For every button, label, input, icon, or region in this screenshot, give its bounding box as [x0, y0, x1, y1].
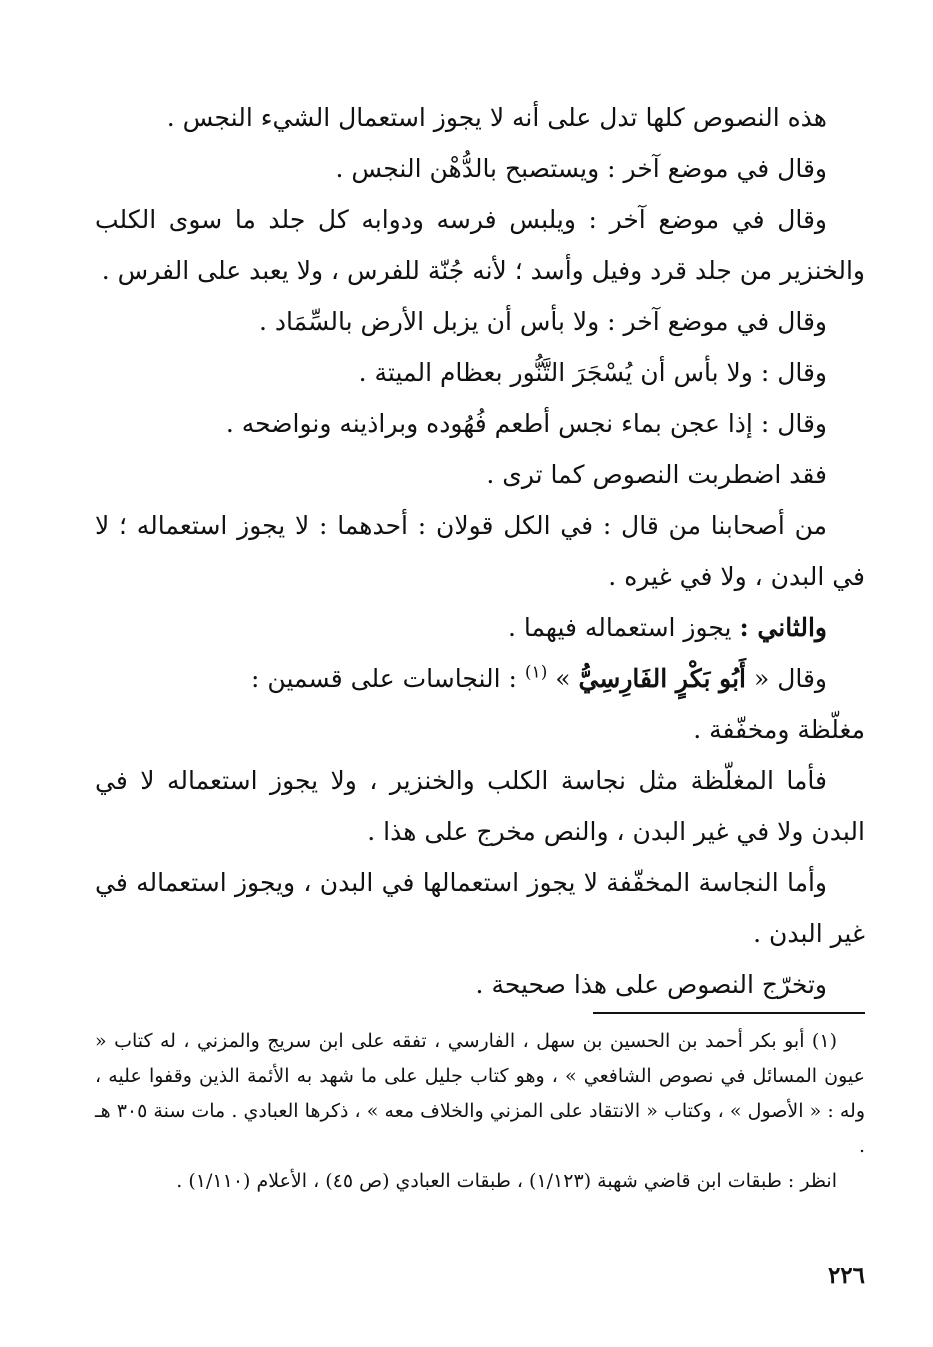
farisi-prefix: وقال « — [753, 664, 827, 693]
paragraph: وقال في موضع آخر : ويلبس فرسه ودوابه كل جلد ما سوى الكلب والخنزير من جلد قرد وفيل وأسد ؛ لأنه جُنّة للفرس ، ولا يعبد على الفرس . — [95, 205, 865, 285]
categories-line: مغلّظة ومخفّفة . — [693, 715, 865, 744]
footnote: (١) أبو بكر أحمد بن الحسين بن سهل ، الفارسي ، تفقه على ابن سريج والمزني ، له كتاب « عيون المسائل في نصوص الشافعي » ، وهو كتاب جليل على ما شهد به الأئمة الذين وقفوا عليه ، وله : « الأصول » ، وكتاب « الانتقاد على المزني والخلاف معه » ، ذكرها العبادي . مات سنة ٣٠٥ هـ . — [95, 1030, 865, 1157]
footnote-sources: انظر : طبقات ابن قاضي شهبة (١/١٢٣) ، طبقات العبادي (ص ٤٥) ، الأعلام (١/١١٠) . — [176, 1170, 837, 1192]
farisi-rest: : النجاسات على قسمين : — [251, 664, 517, 693]
main-text — [95, 92, 865, 1010]
paragraph: هذه النصوص كلها تدل على أنه لا يجوز استعمال الشيء النجس . — [166, 103, 827, 132]
footnote-divider — [593, 1012, 865, 1014]
farisi-suffix: » — [555, 664, 571, 693]
paragraph: فقد اضطربت النصوص كما ترى . — [486, 460, 827, 489]
paragraph: فأما المغلّظة مثل نجاسة الكلب والخنزير ، ولا يجوز استعماله لا في البدن ولا في غير البدن ، والنص مخرج على هذا . — [95, 766, 865, 846]
book-page — [95, 92, 865, 1332]
paragraph: من أصحابنا من قال : في الكل قولان : أحدهما : لا يجوز استعماله ؛ لا في البدن ، ولا في غيره . — [95, 511, 865, 591]
farisi-name: أَبُو بَكْرٍ الفَارِسِيُّ — [578, 664, 746, 693]
second-opinion-paragraph — [95, 602, 865, 653]
paragraph: وقال في موضع آخر : ويستصبح بالدُّهْن النجس . — [335, 154, 827, 183]
second-opinion-label: والثاني : — [739, 613, 827, 642]
paragraph: وقال في موضع آخر : ولا بأس أن يزبل الأرض بالسِّمَاد . — [259, 307, 827, 336]
second-opinion-text: يجوز استعماله فيهما . — [507, 613, 732, 642]
footnote-ref[interactable]: (١) — [524, 662, 548, 683]
paragraph: وتخرّج النصوص على هذا صحيحة . — [475, 970, 827, 999]
paragraph: وقال : ولا بأس أن يُسْجَرَ التَّنُّور بعظام الميتة . — [358, 358, 827, 387]
footnotes — [95, 1024, 865, 1199]
paragraph: وقال : إذا عجن بماء نجس أطعم فُهُوده وبراذينه ونواضحه . — [225, 409, 827, 438]
farisi-paragraph — [95, 653, 865, 704]
page-number: ٢٢٦ — [827, 1262, 865, 1289]
paragraph: وأما النجاسة المخفّفة لا يجوز استعمالها في البدن ، ويجوز استعماله في غير البدن . — [95, 868, 865, 948]
